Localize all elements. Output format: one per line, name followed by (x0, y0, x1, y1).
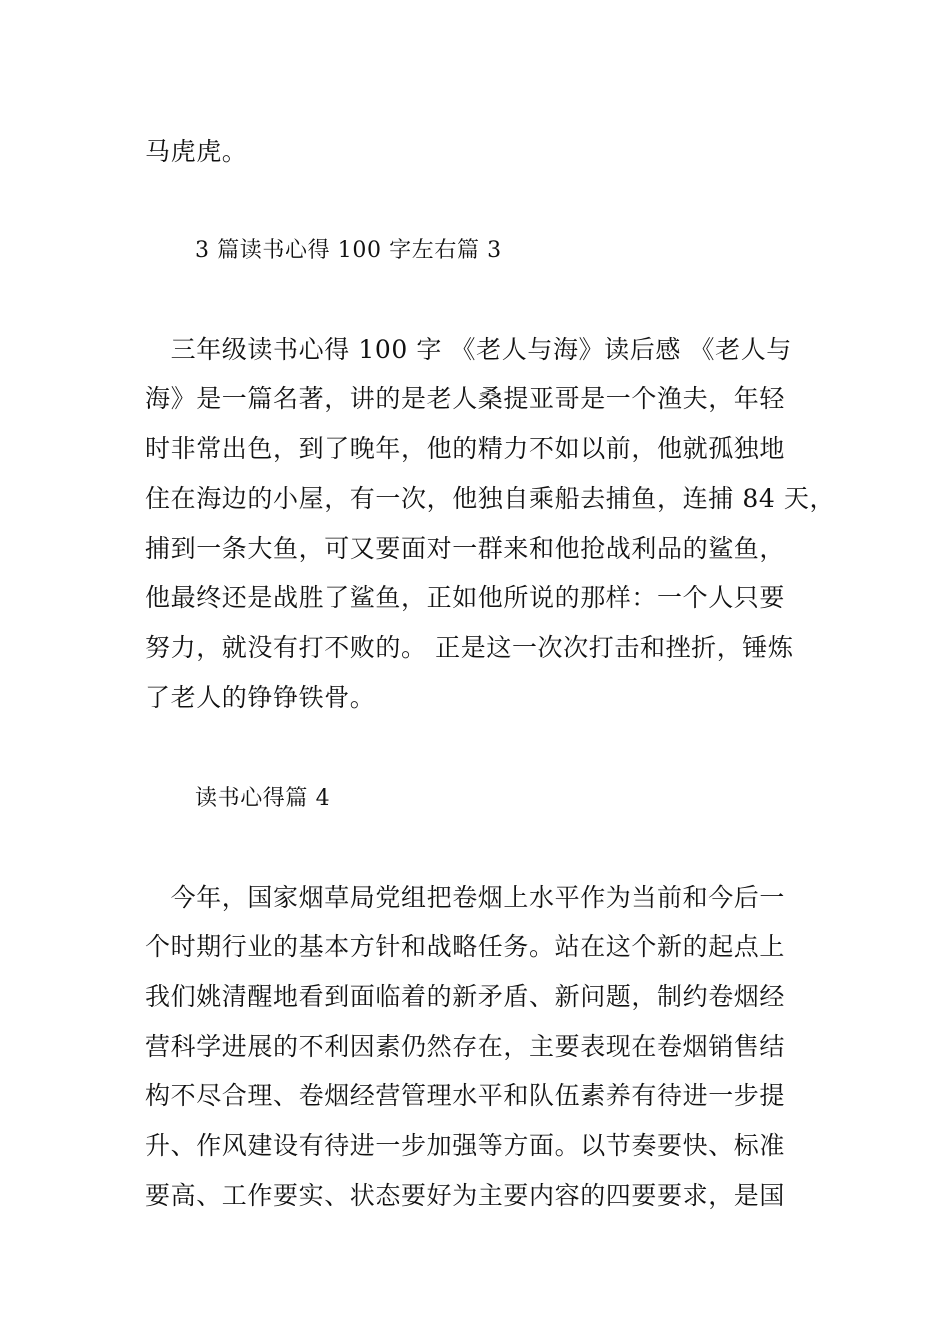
continuation-text: 马虎虎。 (145, 137, 248, 166)
section-4-line: 营科学进展的不利因素仍然存在，主要表现在卷烟销售结 (145, 1032, 786, 1061)
section-3-line: 捕到一条大鱼，可又要面对一群来和他抢战利品的鲨鱼， (145, 534, 786, 563)
section-4-line: 个时期行业的基本方针和战略任务。站在这个新的起点上 (145, 932, 786, 961)
section-3-line: 他最终还是战胜了鲨鱼，正如他所说的那样：一个人只要 (145, 583, 786, 612)
section-4-heading: 读书心得篇 4 (195, 786, 331, 811)
section-4-line: 构不尽合理、卷烟经营管理水平和队伍素养有待进一步提 (145, 1081, 786, 1110)
section-3-heading: 3 篇读书心得 100 字左右篇 3 (195, 238, 502, 263)
section-3-line: 海》是一篇名著，讲的是老人桑提亚哥是一个渔夫，年轻 (145, 384, 786, 413)
section-3-line: 努力，就没有打不败的。 正是这一次次打击和挫折，锤炼 (145, 633, 794, 662)
section-4-line: 我们姚清醒地看到面临着的新矛盾、新问题，制约卷烟经 (145, 982, 786, 1011)
section-4-line: 要高、工作要实、状态要好为主要内容的四要要求，是国 (145, 1181, 786, 1210)
section-3-line: 三年级读书心得 100 字 《老人与海》读后感 《老人与 (145, 335, 792, 364)
section-4-line: 今年，国家烟草局党组把卷烟上水平作为当前和今后一 (145, 883, 786, 912)
section-4-line: 升、作风建设有待进一步加强等方面。以节奏要快、标准 (145, 1131, 786, 1160)
section-3-line: 了老人的铮铮铁骨。 (145, 683, 376, 712)
section-3-line: 住在海边的小屋，有一次，他独自乘船去捕鱼，连捕 84 天， (145, 484, 836, 513)
section-3-line: 时非常出色，到了晚年，他的精力不如以前，他就孤独地 (145, 434, 786, 463)
